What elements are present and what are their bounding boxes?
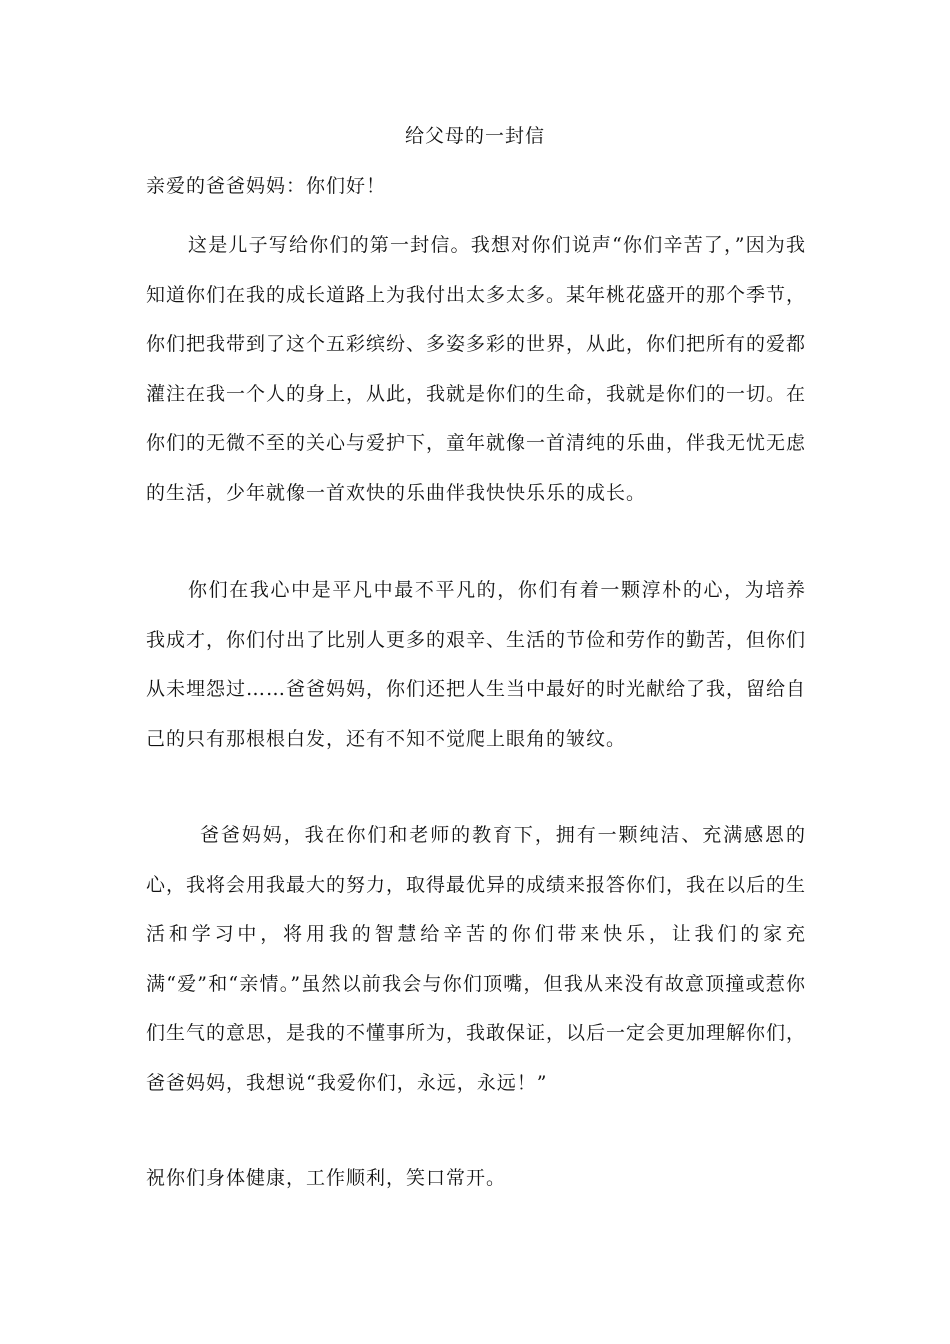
letter-paragraph-1: 这是儿子写给你们的第一封信。我想对你们说声“你们辛苦了，”因为我知道你们在我的成长道路上为我付出太多太多。某年桃花盛开的那个季节，你们把我带到了这个五彩缤纷、多姿多彩的世界，从此，你们把所有的爱都灌注在我一个人的身上，从此，我就是你们的生命，我就是你们的一切。在你们的无微不至的关心与爱护下，童年就像一首清纯的乐曲，伴我无忧无虑的生活，少年就像一首欢快的乐曲伴我快快乐乐的成长。 [146, 234, 807, 504]
letter-paragraph-3: 爸爸妈妈，我在你们和老师的教育下，拥有一颗纯洁、充满感恩的心，我将会用我最大的努力，取得最优异的成绩来报答你们，我在以后的生活和学习中，将用我的智慧给辛苦的你们带来快乐，让我们的家充满“爱”和“亲情。”虽然以前我会与你们顶嘴，但我从来没有故意顶撞或惹你们生气的意思，是我的不懂事所为，我敢保证，以后一定会更加理解你们，爸爸妈妈，我想说“我爱你们，永远，永远！” [146, 824, 807, 1094]
letter-title: 给父母的一封信 [404, 125, 545, 147]
letter-closing: 祝你们身体健康，工作顺利，笑口常开。 [146, 1167, 507, 1189]
letter-paragraph-2: 你们在我心中是平凡中最不平凡的，你们有着一颗淳朴的心，为培养我成才，你们付出了比别人更多的艰辛、生活的节俭和劳作的勤苦，但你们从未埋怨过……爸爸妈妈，你们还把人生当中最好的时光献给了我，留给自己的只有那根根白发，还有不知不觉爬上眼角的皱纹。 [146, 579, 807, 750]
letter-greeting: 亲爱的爸爸妈妈：你们好！ [146, 175, 387, 197]
